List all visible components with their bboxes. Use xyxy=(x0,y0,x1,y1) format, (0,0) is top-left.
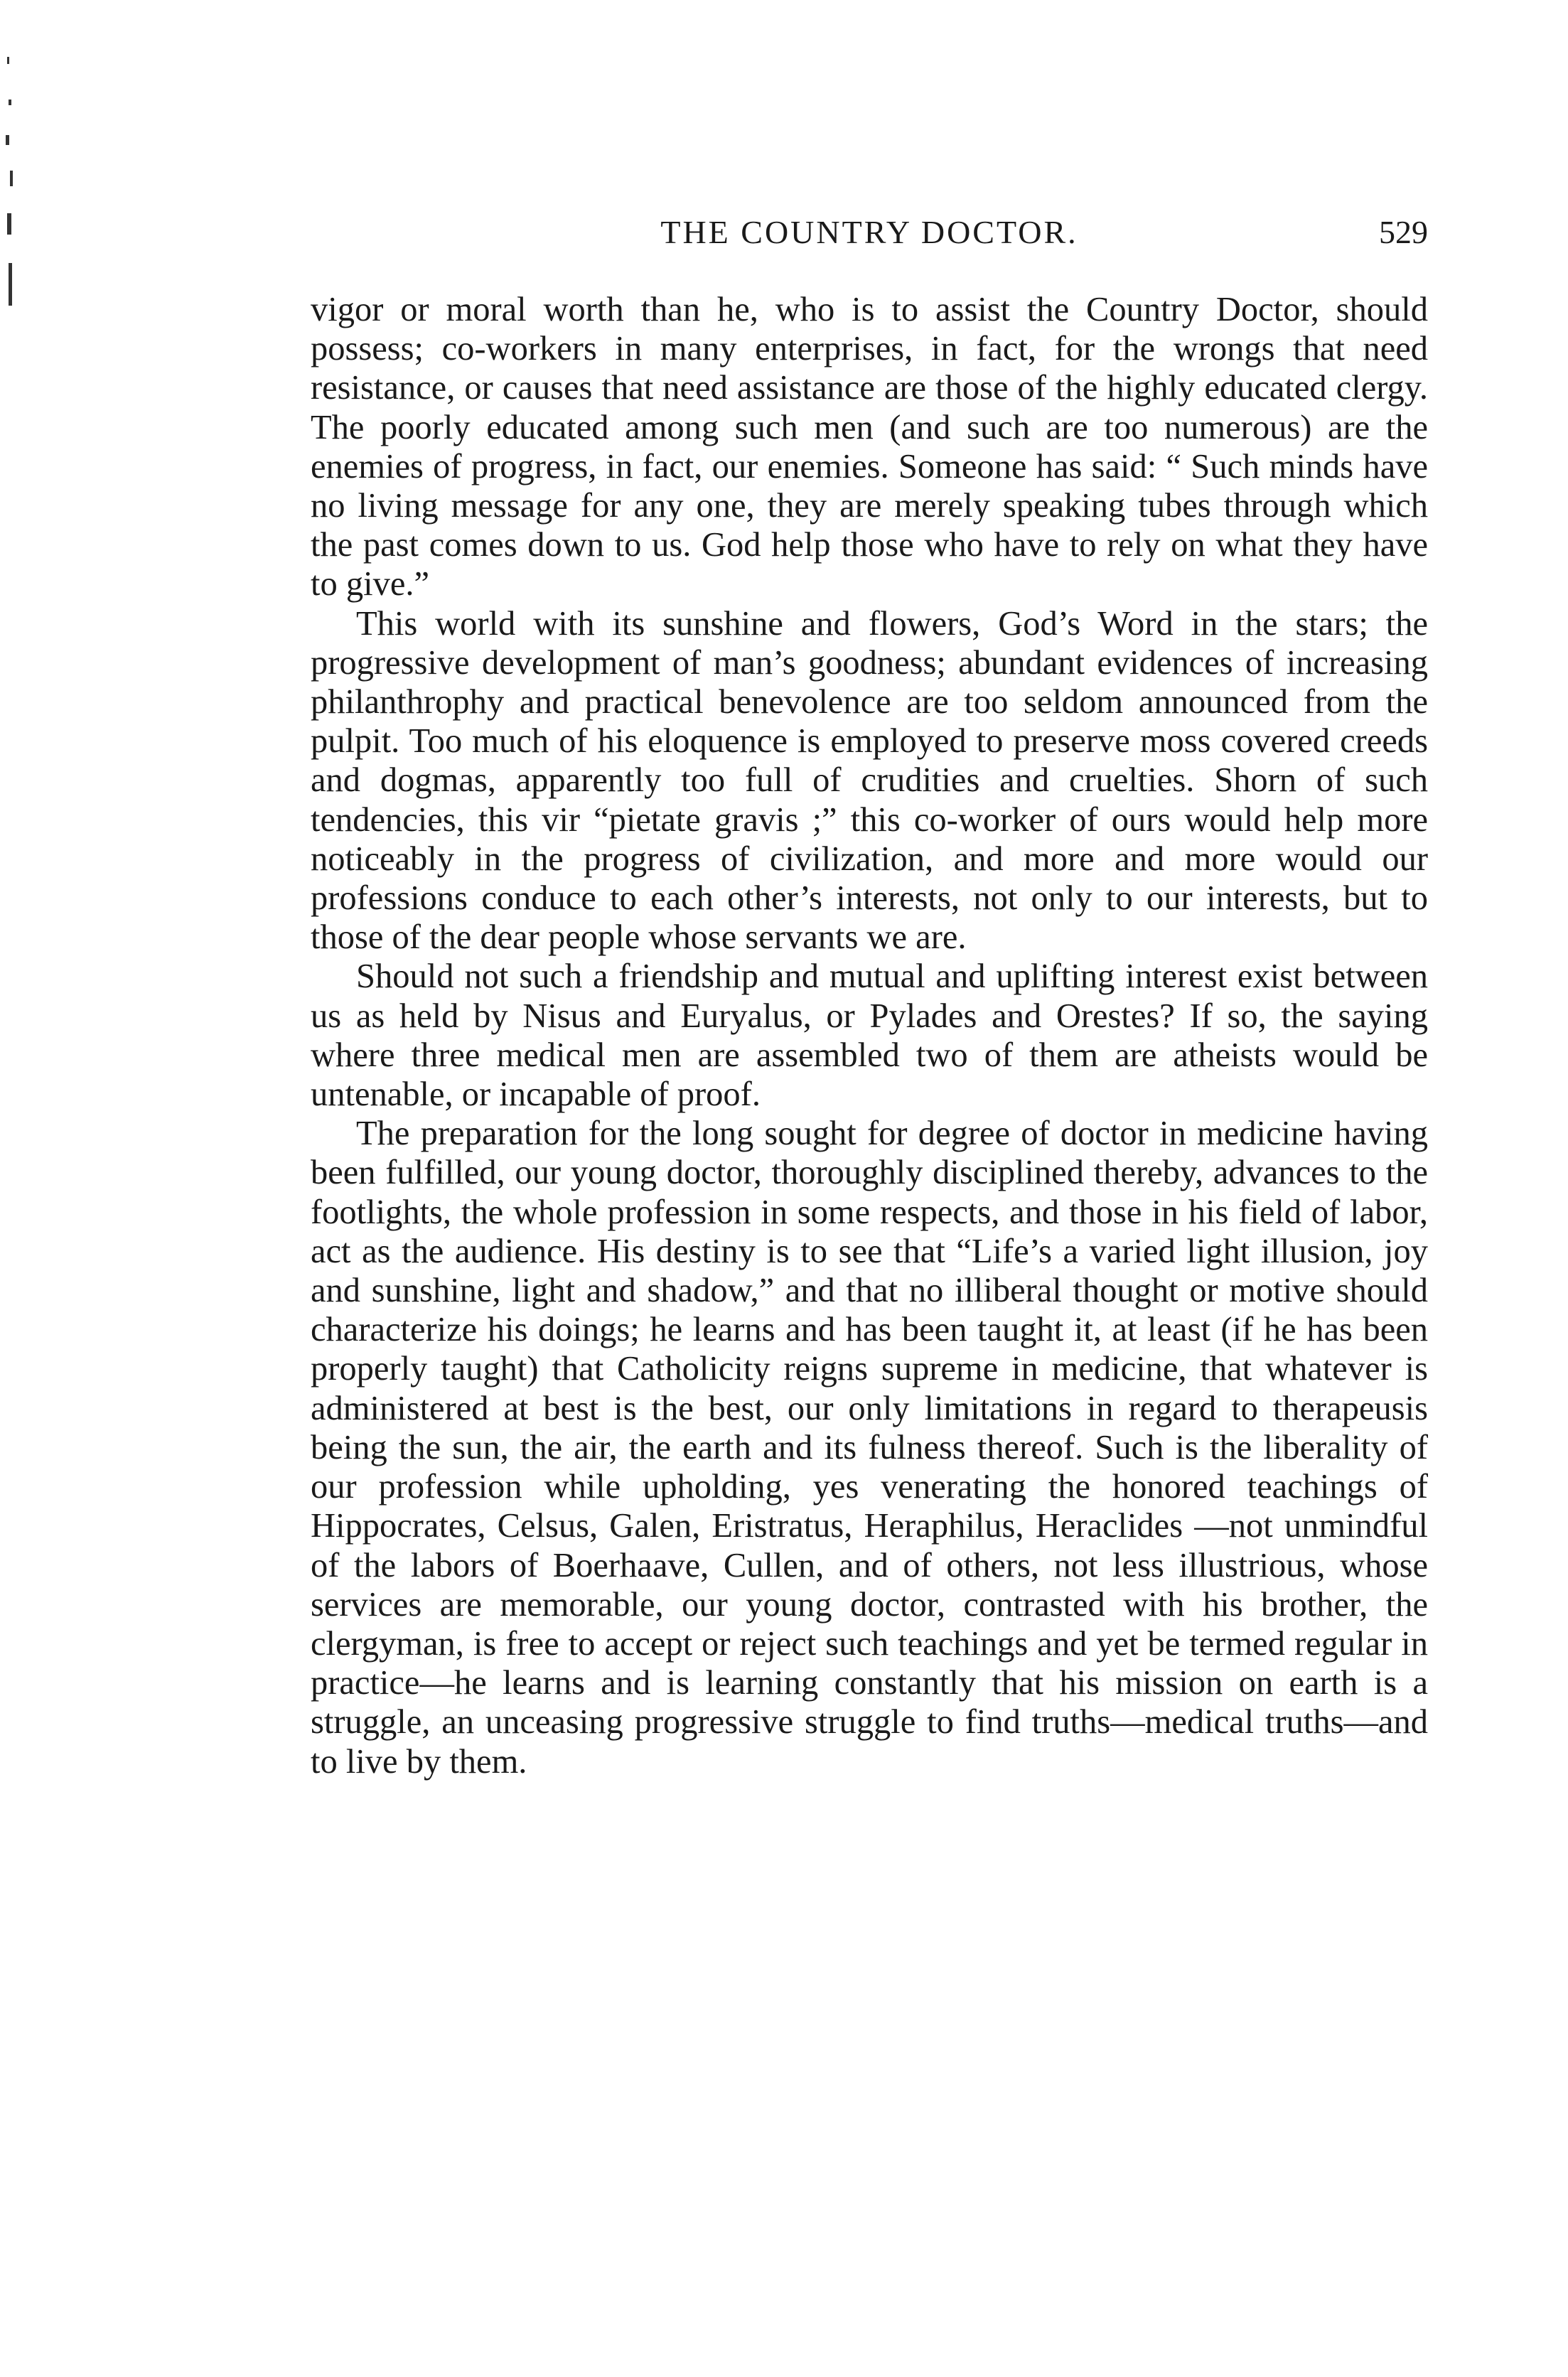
paragraph: Should not such a friendship and mutual and uplifting interest exist between us as held by Nisus and Euryalus, or Pylades and Orestes? If so, the saying where three medical men are assembled two of them are atheists would be untenable, or incapable of proof. xyxy=(311,957,1428,1114)
scan-margin-marks xyxy=(0,57,28,313)
page-header xyxy=(311,213,1428,263)
body-text xyxy=(311,290,1428,1781)
running-title: THE COUNTRY DOCTOR. xyxy=(660,214,1078,250)
page-number: 529 xyxy=(1379,214,1428,250)
paragraph: This world with its sunshine and flowers, God’s Word in the stars; the progressive development of man’s goodness; abundant evidences of increasing philanthrophy and practical benevolence are too seldom announced from the pulpit. Too much of his eloquence is employed to preserve moss covered creeds and dogmas, apparently too full of crudities and cruelties. Shorn of such tendencies, this vir “pietate gravis ;” this co-worker of ours would help more noticeably in the progress of civilization, and more and more would our professions conduce to each other’s interests, not only to our interests, but to those of the dear people whose servants we are. xyxy=(311,604,1428,957)
paragraph: vigor or moral worth than he, who is to assist the Country Doctor, should possess; co-workers in many enterprises, in fact, for the wrongs that need resistance, or causes that need assistance are those of the highly educated clergy. The poorly educated among such men (and such are too numerous) are the enemies of progress, in fact, our enemies. Someone has said: “ Such minds have no living message for any one, they are merely speaking tubes through which the past comes down to us. God help those who have to rely on what they have to give.” xyxy=(311,291,1428,603)
paragraph: The preparation for the long sought for degree of doctor in medicine having been fulfilled, our young doctor, thoroughly disciplined thereby, advances to the footlights, the whole profession in some respects, and those in his field of labor, act as the audience. His destiny is to see that “Life’s a varied light illusion, joy and sunshine, light and shadow,” and that no illiberal thought or motive should characterize his doings; he learns and has been taught it, at least (if he has been properly taught) that Catholicity reigns supreme in medicine, that whatever is administered at best is the best, our only limitations in regard to therapeusis being the sun, the air, the earth and its fulness thereof. Such is the liberality of our profession while upholding, yes venerating the honored teachings of Hippocrates, Celsus, Galen, Eristratus, Heraphilus, Heraclides —not unmindful of the labors of Boerhaave, Cullen, and of others, not less illustrious, whose services are memorable, our young doctor, contrasted with his brother, the clergyman, is free to accept or reject such teachings and yet be termed regular in practice—he learns and is learning constantly that his mission on earth is a struggle, an unceasing progressive struggle to find truths—medical truths—and to live by them. xyxy=(311,1115,1428,1781)
